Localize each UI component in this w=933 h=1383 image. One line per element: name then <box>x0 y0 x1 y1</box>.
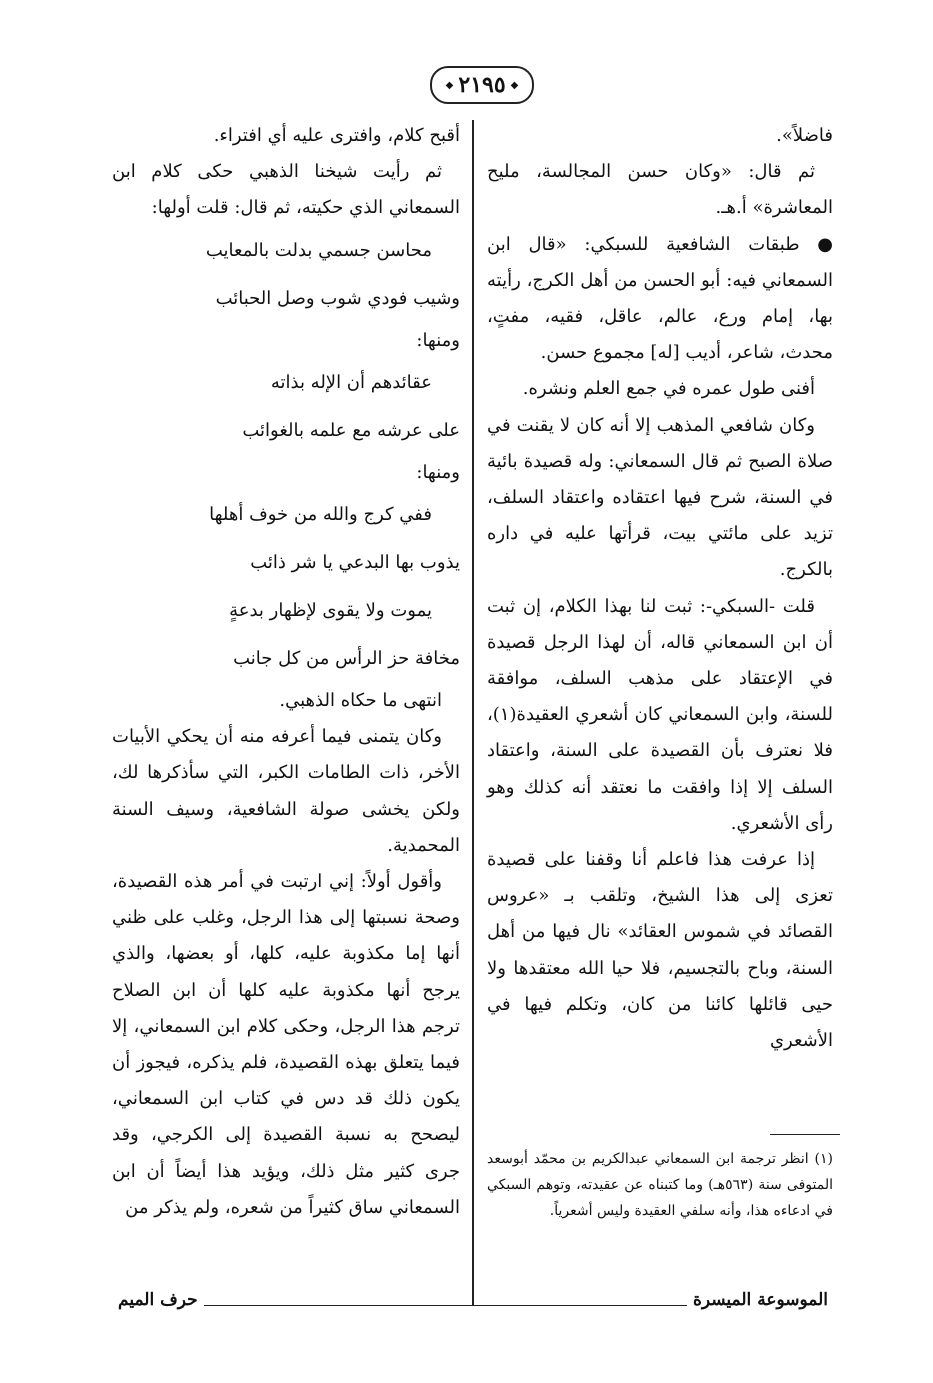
paragraph: وكان شافعي المذهب إلا أنه كان لا يقنت في صلاة الصبح ثم قال السمعاني: وله قصيدة بائية في السنة، شرح فيها اعتقاده واعتقاد السلف، تزيد على مائتي بيت، قرأتها عليه في داره بالكرج. <box>487 414 833 581</box>
column-divider <box>472 120 474 1305</box>
page-number-badge <box>430 66 534 104</box>
verse-line: محاسن جسمي بدلت بالمعايب <box>205 239 432 261</box>
paragraph: فاضلاً». <box>776 125 833 146</box>
ornament-dot-icon: ◆ <box>510 79 519 91</box>
paragraph: وكان يتمنى فيما أعرفه منه أن يحكي الأبيات الأخر، ذات الطامات الكبر، التي سأذكرها لك، ولكن يخشى صولة الشافعية، وسيف السنة المحمدية. <box>112 726 460 856</box>
paragraph: أفنى طول عمره في جمع العلم ونشره. <box>522 378 815 400</box>
verse-intro: ومنها: <box>416 461 460 483</box>
paragraph: إذا عرفت هذا فاعلم أنا وقفنا على قصيدة تعزى إلى هذا الشيخ، وتلقب بـ «عروس القصائد في شموس العقائد» نال فيها من أهل السنة، وباح بالتجسيم، فلا حيا الله معتقدها ولا حيى قائلها كائنا من كان، وتكلم فيها في الأشعري <box>487 849 833 1052</box>
left-column <box>112 118 460 1226</box>
footer-book-title: الموسوعة الميسرة <box>687 1290 834 1310</box>
paragraph: أقبح كلام، وافترى عليه أي افتراء. <box>213 125 460 146</box>
paragraph: انتهى ما حكاه الذهبي. <box>279 690 442 712</box>
footnote-separator <box>770 1134 840 1135</box>
paragraph: وأقول أولاً: إني ارتبت في أمر هذه القصيدة، وصحة نسبتها إلى هذا الرجل، وغلب على ظني أنها إما مكذوبة عليه، كلها، أو بعضها، والذي يرجح أنها مكذوبة عليه كلها أن ابن الصلاح ترجم هذا الرجل، وحكى كلام ابن السمعاني، إلا فيما يتعلق بهذه القصيدة، فلم يذكره، فيجوز أن يكون ذلك قد دس في كتاب ابن السمعاني، ليصحح به نسبة القصيدة إلى الكرجي، وقد جرى كثير مثل ذلك، ويؤيد هذا أيضاً أن ابن السمعاني ساق كثيراً من شعره، ولم يذكر من <box>112 871 460 1218</box>
paragraph: ● طبقات الشافعية للسبكي: «قال ابن السمعاني فيه: أبو الحسن من أهل الكرج، رأيته بها، إمام ورع، عالم، عاقل، فقيه، مفتٍ، محدث، شاعر، أديب [له] مجموع حسن. <box>487 233 833 364</box>
verse-line: عقائدهم أن الإله بذاته <box>270 371 432 393</box>
verse-line: يذوب بها البدعي يا شر ذائب <box>250 552 460 574</box>
paragraph: ثم رأيت شيخنا الذهبي حكى كلام ابن السمعاني الذي حكيته، ثم قال: قلت أولها: <box>112 161 460 219</box>
verse-line: يموت ولا يقوى لإظهار بدعةٍ <box>229 600 432 622</box>
verse-line: ففي كرج والله من خوف أهلها <box>209 504 432 526</box>
footnote: (١) انظر ترجمة ابن السمعاني عبدالكريم بن محمّد أبوسعد المتوفى سنة (٥٦٣هـ) وما كتبناه عن عقيدته، وتوهم السبكي في ادعاءه هذا، وأنه سلفي العقيدة وليس أشعرياً. <box>487 1151 833 1219</box>
paragraph: قلت -السبكي-: ثبت لنا بهذا الكلام، إن ثبت أن ابن السمعاني قاله، أن لهذا الرجل قصيدة في الإعتقاد على مذهب السلف، موافقة للسنة، وابن السمعاني كان أشعري العقيدة(١)، فلا نعترف بأن القصيدة على السنة، واعتقاد السلف إلا إذا وافقت ما نعتقد أنه كذلك وهو رأى الأشعري. <box>487 595 833 834</box>
verse-line: على عرشه مع علمه بالغوائب <box>242 419 460 441</box>
verse-intro: ومنها: <box>416 329 460 351</box>
verse-line: مخافة حز الرأس من كل جانب <box>233 648 460 670</box>
page-number: ٢١٩٥ <box>458 72 506 98</box>
paragraph: ثم قال: «وكان حسن المجالسة، مليح المعاشرة» أ.هـ. <box>487 161 833 219</box>
ornament-dot-icon: ◆ <box>445 79 454 91</box>
verse-line: وشيب فودي شوب وصل الحبائب <box>215 287 460 309</box>
footer-section: حرف الميم <box>112 1290 204 1310</box>
right-column <box>487 118 833 1059</box>
